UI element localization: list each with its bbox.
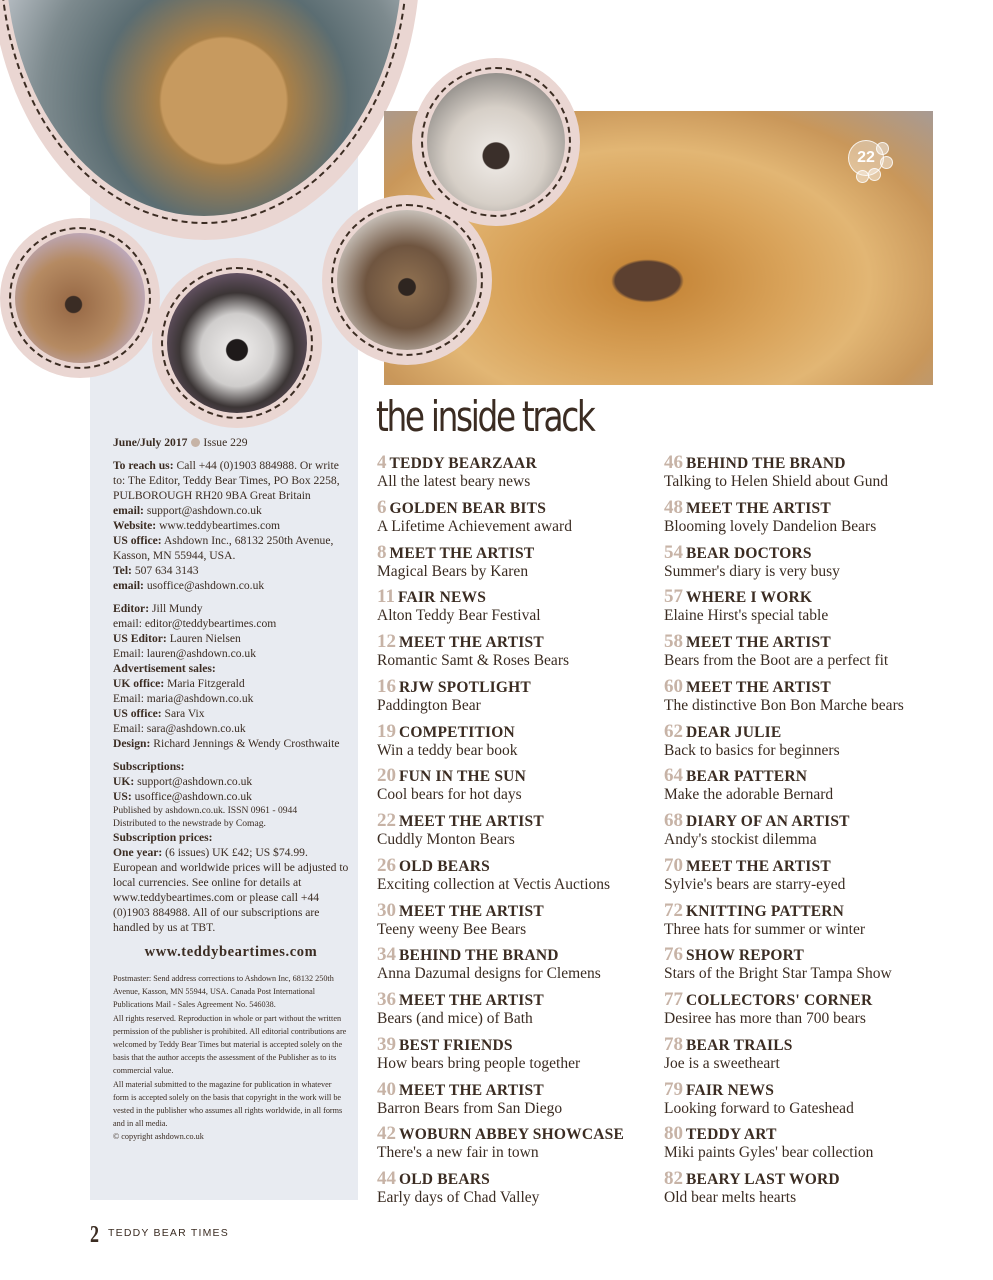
entry-heading bbox=[377, 453, 657, 473]
contents-left-column bbox=[377, 453, 657, 1214]
entry-subtitle: Desiree has more than 700 bears bbox=[664, 1010, 866, 1027]
entry-subtitle: Bears (and mice) of Bath bbox=[377, 1010, 533, 1027]
entry-title: MEET THE ARTIST bbox=[686, 857, 831, 875]
entry-heading bbox=[664, 856, 954, 876]
entry-page-number: 16 bbox=[377, 675, 396, 697]
entry-page-number: 78 bbox=[664, 1033, 683, 1055]
entry-page-number: 57 bbox=[664, 586, 683, 608]
contents-entry[interactable] bbox=[664, 766, 954, 811]
entry-page-number: 70 bbox=[664, 854, 683, 876]
entry-subtitle: Three hats for summer or winter bbox=[664, 920, 866, 938]
entry-page-number: 22 bbox=[377, 810, 396, 831]
entry-title: MEET THE ARTIST bbox=[399, 1081, 544, 1099]
entry-heading bbox=[377, 1035, 657, 1055]
entry-page-number: 77 bbox=[664, 989, 683, 1010]
entry-page-number: 48 bbox=[664, 496, 683, 518]
entry-page-number: 30 bbox=[377, 899, 396, 921]
entry-heading bbox=[377, 587, 657, 607]
entry-page-number: 54 bbox=[664, 541, 683, 563]
entry-heading bbox=[377, 498, 657, 518]
contents-entry[interactable] bbox=[664, 901, 954, 946]
entry-heading bbox=[377, 901, 657, 921]
entry-heading bbox=[377, 1080, 657, 1100]
entry-page-number: 12 bbox=[377, 631, 396, 652]
entry-title: TEDDY ART bbox=[686, 1126, 777, 1144]
entry-heading bbox=[377, 722, 657, 742]
entry-subtitle: There's a new fair in town bbox=[377, 1144, 539, 1162]
masthead-info: June/July 2017 Issue 229 To reach us: Call +44 (0)1903 884988. Or write to: The Editor, Teddy Bear Times, PO Box 2258, PULBOROUGH RH20 9BA Great Britain email: support@ashdown.co.uk Website: www.teddybeartimes.com US office: Ashdown Inc., 68132 250th Avenue, Kasson, MN 55944, USA. Tel: 507 634 3143 email: usoffice@ashdown.co.uk Editor: Jill Mundy email: editor@teddybeartimes.com US Editor: Lauren Nielsen Email: lauren@ashdown.co.uk Advertisement sales: UK office: Maria Fitzgerald Email: maria@ashdown.co.uk US office: Sara Vix Email: sara@ashdown.co.uk Design: Richard Jennings & Wendy Crosthwaite Subscriptions: UK: support@ashdown.co.uk US: usoffice@ashdown.co.uk Published by ashdown.co.uk. ISSN 0961 - 0944 Distributed to the newstrade by Comag. Subscription prices: One year: (6 issues) UK £42; US $74.99. European and worldwide prices will be adjusted to local currencies. See online for details at www.teddybeartimes.com or please call +44 (0)1903 884988. All of our subscriptions are handled by us at TBT. www.teddybeartimes.com Postmaster: Send address corrections to Ashdown Inc, 68132 250th Avenue, Kasson, MN 55944, USA. Canada Post International Publications Mail - Sales Agreement No. 546038. All rights reserved. Reproduction in whole or part without the written permission of the publisher is prohibited. All editorial contributions are welcomed by Teddy Bear Times but material is accepted solely on the basis that the author accepts the assessment of the Publisher as to its commercial value. All material submitted to the magazine for publication in whatever form is accepted solely on the basis that copyright in the work will be vested in the publisher who assumes all rights worldwide, in all forms and in all media. © copyright ashdown.co.uk bbox=[113, 436, 349, 1142]
reach-us: To reach us: Call +44 (0)1903 884988. Or write to: The Editor, Teddy Bear Times, PO Box 2258, PULBOROUGH RH20 9BA Great Britain bbox=[113, 459, 340, 502]
contents-entry[interactable] bbox=[377, 677, 657, 722]
entry-subtitle: Exciting collection at Vectis Auctions bbox=[377, 875, 611, 893]
contents-entry[interactable] bbox=[664, 453, 954, 498]
email-link[interactable]: support@ashdown.co.uk bbox=[146, 504, 262, 517]
entry-heading bbox=[664, 990, 954, 1010]
entry-page-number: 62 bbox=[664, 720, 683, 742]
contents-right-column bbox=[664, 453, 954, 1214]
entry-heading bbox=[377, 543, 657, 563]
entry-heading bbox=[377, 677, 657, 697]
entry-subtitle: Paddington Bear bbox=[377, 696, 481, 714]
circle-photo-brown-bear bbox=[322, 195, 492, 365]
entry-subtitle: Barron Bears from San Diego bbox=[377, 1099, 563, 1117]
contents-entry[interactable] bbox=[664, 587, 954, 632]
entry-heading bbox=[664, 1035, 954, 1055]
entry-title: RJW SPOTLIGHT bbox=[399, 678, 531, 696]
page-number: 2 bbox=[90, 1222, 99, 1248]
contents-entry[interactable] bbox=[377, 811, 657, 856]
entry-heading bbox=[664, 766, 954, 786]
circle-photo-panda-bear bbox=[152, 258, 322, 428]
entry-page-number: 20 bbox=[377, 765, 396, 787]
entry-title: TEDDY BEARZAAR bbox=[389, 455, 537, 472]
entry-heading bbox=[664, 632, 954, 652]
contents-entry[interactable] bbox=[377, 632, 657, 677]
entry-title: BEARY LAST WORD bbox=[686, 1171, 840, 1188]
entry-title: DIARY OF AN ARTIST bbox=[686, 813, 850, 830]
entry-title: WOBURN ABBEY SHOWCASE bbox=[399, 1126, 624, 1144]
entry-subtitle: Bears from the Boot are a perfect fit bbox=[664, 652, 889, 669]
entry-subtitle: Andy's stockist dilemma bbox=[664, 831, 817, 848]
entry-heading bbox=[664, 498, 954, 518]
contents-entry[interactable] bbox=[377, 1080, 657, 1125]
website-url[interactable]: www.teddybeartimes.com bbox=[144, 944, 318, 960]
magazine-name: TEDDY BEAR TIMES bbox=[108, 1227, 229, 1239]
contents-entry[interactable] bbox=[377, 990, 657, 1035]
entry-subtitle: Looking forward to Gateshead bbox=[664, 1099, 854, 1117]
entry-heading bbox=[377, 1124, 657, 1144]
entry-subtitle: A Lifetime Achievement award bbox=[377, 517, 572, 535]
entry-page-number: 19 bbox=[377, 720, 396, 742]
entry-subtitle: How bears bring people together bbox=[377, 1054, 581, 1072]
page-badge[interactable]: 22 bbox=[848, 140, 884, 176]
entry-title: BEAR PATTERN bbox=[686, 768, 808, 786]
entry-subtitle: Sylvie's bears are starry-eyed bbox=[664, 875, 846, 893]
entry-title: MEET THE ARTIST bbox=[686, 499, 831, 517]
entry-subtitle: Make the adorable Bernard bbox=[664, 786, 834, 804]
entry-subtitle: Stars of the Bright Star Tampa Show bbox=[664, 965, 892, 983]
entry-title: DEAR JULIE bbox=[686, 723, 782, 741]
entry-page-number: 82 bbox=[664, 1168, 683, 1189]
entry-page-number: 34 bbox=[377, 944, 396, 966]
entry-page-number: 80 bbox=[664, 1123, 683, 1145]
entry-heading bbox=[664, 1169, 954, 1189]
entry-page-number: 8 bbox=[377, 541, 387, 563]
entry-title: COLLECTORS' CORNER bbox=[686, 992, 873, 1009]
entry-heading bbox=[664, 1080, 954, 1100]
entry-title: MEET THE ARTIST bbox=[686, 634, 831, 651]
entry-page-number: 60 bbox=[664, 675, 683, 697]
entry-title: MEET THE ARTIST bbox=[686, 678, 831, 696]
entry-heading bbox=[664, 722, 954, 742]
contents-entry[interactable] bbox=[377, 901, 657, 946]
paw-dot bbox=[856, 170, 869, 183]
entry-subtitle: Cool bears for hot days bbox=[377, 786, 522, 804]
entry-subtitle: Alton Teddy Bear Festival bbox=[377, 607, 541, 625]
entry-title: WHERE I WORK bbox=[686, 589, 813, 607]
paw-dot bbox=[868, 168, 881, 181]
contents-entry[interactable] bbox=[377, 498, 657, 543]
contents-entry[interactable] bbox=[664, 811, 954, 856]
entry-heading bbox=[377, 856, 657, 876]
entry-page-number: 72 bbox=[664, 899, 683, 921]
entry-page-number: 64 bbox=[664, 765, 683, 787]
entry-title: FAIR NEWS bbox=[397, 589, 487, 607]
contents-entry[interactable] bbox=[664, 1080, 954, 1125]
entry-subtitle: Joe is a sweetheart bbox=[664, 1054, 780, 1072]
entry-title: FAIR NEWS bbox=[686, 1081, 775, 1099]
issue-line bbox=[113, 435, 349, 450]
entry-heading bbox=[664, 453, 954, 473]
entry-heading bbox=[664, 543, 954, 563]
entry-subtitle: Old bear melts hearts bbox=[664, 1189, 797, 1206]
entry-title: MEET THE ARTIST bbox=[389, 544, 535, 562]
entry-title: BEHIND THE BRAND bbox=[686, 455, 846, 472]
entry-page-number: 79 bbox=[664, 1078, 683, 1100]
entry-title: GOLDEN BEAR BITS bbox=[389, 499, 547, 517]
entry-title: MEET THE ARTIST bbox=[399, 813, 544, 830]
entry-title: KNITTING PATTERN bbox=[686, 902, 845, 920]
entry-heading bbox=[664, 811, 954, 831]
entry-page-number: 26 bbox=[377, 854, 396, 876]
contents-entry[interactable] bbox=[664, 1124, 954, 1169]
entry-page-number: 46 bbox=[664, 452, 683, 473]
entry-subtitle: The distinctive Bon Bon Marche bears bbox=[664, 696, 904, 714]
contents-entry[interactable] bbox=[377, 766, 657, 811]
page-title: the inside track bbox=[376, 392, 594, 441]
entry-title: MEET THE ARTIST bbox=[399, 992, 544, 1009]
entry-page-number: 39 bbox=[377, 1033, 396, 1055]
entry-heading bbox=[664, 677, 954, 697]
entry-title: COMPETITION bbox=[399, 723, 515, 741]
contents-entry[interactable] bbox=[377, 1035, 657, 1080]
page-footer bbox=[90, 1222, 229, 1249]
entry-page-number: 42 bbox=[377, 1123, 396, 1145]
dot-icon bbox=[191, 438, 200, 447]
entry-heading bbox=[664, 945, 954, 965]
entry-subtitle: Teeny weeny Bee Bears bbox=[377, 920, 527, 938]
entry-subtitle: Elaine Hirst's special table bbox=[664, 607, 829, 625]
contents-entry[interactable] bbox=[664, 632, 954, 677]
entry-subtitle: Summer's diary is very busy bbox=[664, 562, 840, 580]
entry-page-number: 36 bbox=[377, 989, 396, 1010]
entry-subtitle: Early days of Chad Valley bbox=[377, 1189, 540, 1206]
entry-title: BEAR TRAILS bbox=[686, 1036, 793, 1054]
circle-photo-old-bear bbox=[0, 218, 160, 378]
entry-subtitle: Blooming lovely Dandelion Bears bbox=[664, 517, 877, 535]
entry-page-number: 11 bbox=[377, 586, 395, 608]
entry-heading bbox=[377, 1169, 657, 1189]
contents-entry[interactable] bbox=[377, 722, 657, 767]
contents-entry[interactable] bbox=[664, 1169, 954, 1214]
entry-subtitle: Back to basics for beginners bbox=[664, 741, 840, 759]
contents-entry[interactable] bbox=[377, 543, 657, 588]
entry-page-number: 58 bbox=[664, 631, 683, 652]
contents-entry[interactable] bbox=[664, 543, 954, 588]
entry-page-number: 6 bbox=[377, 496, 387, 518]
entry-title: BEST FRIENDS bbox=[399, 1036, 513, 1054]
contents-entry[interactable] bbox=[664, 945, 954, 990]
contents-entry[interactable] bbox=[664, 1035, 954, 1080]
entry-page-number: 4 bbox=[377, 452, 387, 473]
entry-subtitle: Win a teddy bear book bbox=[377, 741, 518, 759]
contents-entry[interactable] bbox=[377, 856, 657, 901]
paw-dot bbox=[880, 156, 893, 169]
entry-subtitle: Miki paints Gyles' bear collection bbox=[664, 1144, 874, 1162]
issue-number: Issue 229 bbox=[203, 436, 248, 449]
entry-subtitle: All the latest beary news bbox=[377, 473, 531, 490]
contents-entry[interactable] bbox=[377, 453, 657, 498]
website-link[interactable]: www.teddybeartimes.com bbox=[159, 519, 281, 532]
entry-title: SHOW REPORT bbox=[686, 947, 805, 965]
contents-entry[interactable] bbox=[377, 587, 657, 632]
entry-subtitle: Talking to Helen Shield about Gund bbox=[664, 473, 889, 490]
entry-heading bbox=[377, 945, 657, 965]
entry-subtitle: Cuddly Monton Bears bbox=[377, 831, 515, 848]
contents-entry[interactable] bbox=[664, 990, 954, 1035]
entry-heading bbox=[377, 632, 657, 652]
entry-heading bbox=[377, 766, 657, 786]
entry-heading bbox=[664, 587, 954, 607]
contents-entry[interactable] bbox=[377, 1124, 657, 1169]
entry-heading bbox=[664, 901, 954, 921]
entry-subtitle: Magical Bears by Karen bbox=[377, 562, 529, 580]
issue-date: June/July 2017 bbox=[113, 436, 188, 449]
entry-title: MEET THE ARTIST bbox=[399, 902, 544, 920]
entry-title: BEHIND THE BRAND bbox=[399, 947, 559, 965]
entry-heading bbox=[664, 1124, 954, 1144]
entry-page-number: 76 bbox=[664, 944, 683, 966]
paw-dot bbox=[876, 142, 889, 155]
entry-heading bbox=[377, 990, 657, 1010]
contents-entry[interactable] bbox=[664, 856, 954, 901]
entry-title: BEAR DOCTORS bbox=[686, 544, 812, 562]
entry-heading bbox=[377, 811, 657, 831]
contents-entry[interactable] bbox=[377, 1169, 657, 1214]
contents-entry[interactable] bbox=[664, 722, 954, 767]
entry-subtitle: Romantic Samt & Roses Bears bbox=[377, 652, 570, 669]
email-link[interactable]: usoffice@ashdown.co.uk bbox=[146, 579, 265, 592]
entry-title: MEET THE ARTIST bbox=[399, 634, 544, 651]
entry-page-number: 68 bbox=[664, 810, 683, 831]
entry-page-number: 40 bbox=[377, 1078, 396, 1100]
contents-entry[interactable] bbox=[664, 677, 954, 722]
contents-entry[interactable] bbox=[377, 945, 657, 990]
contents-entry[interactable] bbox=[664, 498, 954, 543]
entry-subtitle: Anna Dazumal designs for Clemens bbox=[377, 965, 601, 983]
entry-title: FUN IN THE SUN bbox=[399, 768, 526, 786]
entry-title: OLD BEARS bbox=[399, 857, 490, 875]
entry-page-number: 44 bbox=[377, 1168, 396, 1189]
entry-title: OLD BEARS bbox=[399, 1171, 490, 1188]
